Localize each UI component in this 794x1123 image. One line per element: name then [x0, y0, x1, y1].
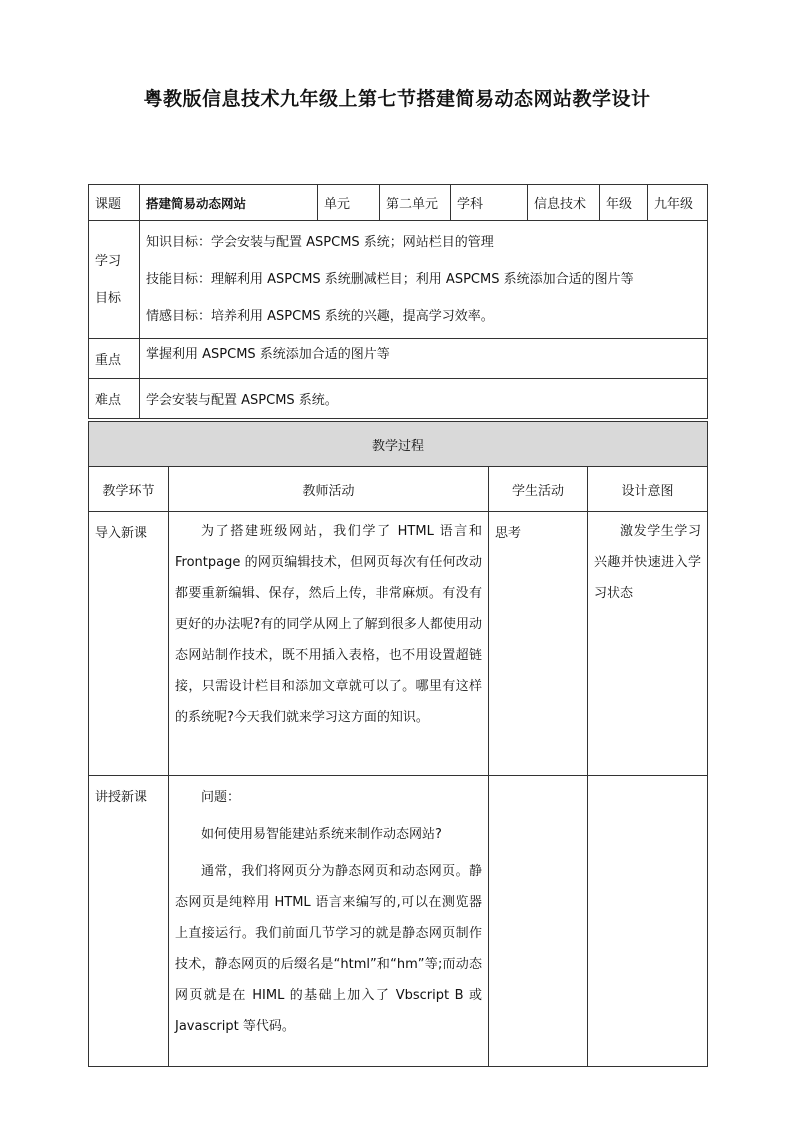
difficulty-value: 学会安装与配置 ASPCMS 系统。: [140, 379, 708, 419]
intent-paragraph: 激发学生学习兴趣并快速进入学习状态: [594, 524, 702, 601]
student-activity-intro: 思考: [489, 512, 588, 776]
process-table: [88, 421, 708, 1067]
teacher-activity-new-lesson: [169, 776, 489, 1067]
goals-content: [140, 221, 708, 339]
grade-value: 九年级: [648, 185, 708, 221]
teacher-explanation: 通常，我们将网页分为静态网页和动态网页。静态网页是纯粹用 HTML 语言来编写的,可以在测览器上直接运行。我们前面几节学习的就是静态网页制作技术，静态网页的后缀名是“html”和“hm”等;而动态网页就是在 HIML 的基础上加入了 Vbscript B 或 Javascript 等代码。: [175, 864, 482, 1034]
col-student-header: 学生活动: [489, 467, 588, 512]
topic-value: 搭建简易动态网站: [140, 185, 318, 221]
subject-label: 学科: [451, 185, 528, 221]
col-stage-header: 教学环节: [89, 467, 169, 512]
knowledge-goal: 知识目标：学会安装与配置 ASPCMS 系统；网站栏目的管理: [146, 235, 494, 250]
stage-new-lesson: 讲授新课: [89, 776, 169, 1067]
document-title: 粤教版信息技术九年级上第七节搭建简易动态网站教学设计: [143, 88, 651, 110]
goals-label-line-2: 目标: [95, 290, 122, 306]
grade-label: 年级: [600, 185, 648, 221]
col-teacher-header: 教师活动: [169, 467, 489, 512]
difficulty-label: 难点: [89, 379, 140, 419]
teacher-paragraph: 为了搭建班级网站，我们学了 HTML 语言和 Frontpage 的网页编辑技术，但网页每次有任何改动都要重新编辑、保存，然后上传，非常麻烦。有没有更好的办法呢?有的同学从网上了解到很多人都使用动态网站制作技术，既不用插入表格，也不用设置超链接，只需设计栏目和添加文章就可以了。哪里有这样的系统呢?今天我们就来学习这方面的知识。: [175, 524, 482, 725]
key-point-label: 重点: [89, 339, 140, 379]
unit-label: 单元: [318, 185, 380, 221]
info-table: [88, 184, 708, 419]
unit-value: 第二单元: [380, 185, 451, 221]
skill-goal: 技能目标：理解利用 ASPCMS 系统删减栏目；利用 ASPCMS 系统添加合适的图片等: [146, 272, 634, 287]
emotion-goal: 情感目标：培养利用 ASPCMS 系统的兴趣，提高学习效率。: [146, 309, 494, 324]
stage-intro: 导入新课: [89, 512, 169, 776]
design-intent-new-lesson: [588, 776, 708, 1067]
teacher-activity-intro: [169, 512, 489, 776]
topic-label: 课题: [89, 185, 140, 221]
subject-value: 信息技术: [528, 185, 600, 221]
teacher-question-label: 问题：: [201, 790, 241, 805]
student-activity-new-lesson: [489, 776, 588, 1067]
design-intent-intro: [588, 512, 708, 776]
goals-label: [89, 221, 140, 339]
teacher-question-text: 如何使用易智能建站系统来制作动态网站?: [201, 827, 442, 842]
goals-label-line-1: 学习: [95, 253, 122, 269]
key-point-value: 掌握利用 ASPCMS 系统添加合适的图片等: [140, 339, 708, 379]
process-header: 教学过程: [89, 422, 708, 467]
col-intent-header: 设计意图: [588, 467, 708, 512]
